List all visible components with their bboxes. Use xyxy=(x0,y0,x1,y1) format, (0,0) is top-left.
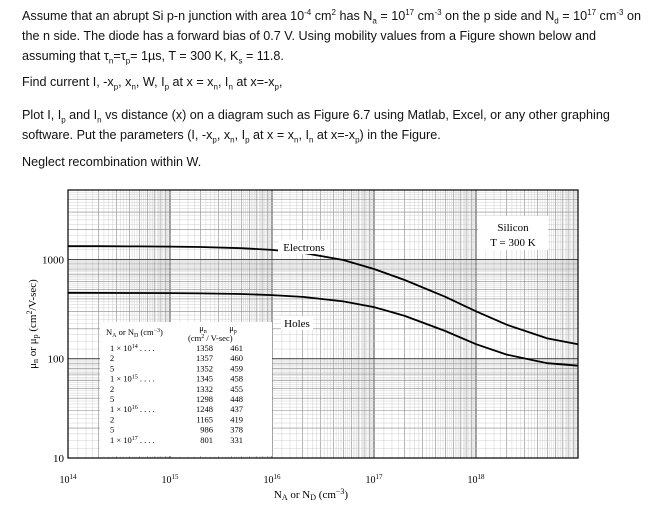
table-cell-concentration: 2 xyxy=(110,414,115,425)
x-tick-label: $10^{16}$ xyxy=(263,473,281,486)
table-cell-mu-p: 419 xyxy=(230,414,243,425)
table-cell-mu-n: 1248 xyxy=(196,404,213,415)
x-tick-labels xyxy=(60,473,486,486)
x-tick-label: $10^{17}$ xyxy=(365,473,383,486)
table-cell-mu-p: 448 xyxy=(230,394,243,404)
table-cell-mu-n: 986 xyxy=(200,424,213,435)
table-cell-concentration: 2 xyxy=(110,383,115,394)
x-tick-label: $10^{18}$ xyxy=(467,473,485,486)
table-cell-concentration: 5 xyxy=(110,424,115,435)
y-axis-label: μn or μp $(cm^2/V-\sec)$ xyxy=(25,279,40,369)
table-cell-mu-p: 461 xyxy=(230,343,243,353)
table-cell-concentration: 2 xyxy=(110,353,115,364)
table-header-units: $(cm^2 / V-\sec)$ xyxy=(188,333,233,343)
table-cell-mu-p: 460 xyxy=(230,353,243,364)
y-tick-label: 10 xyxy=(53,453,64,465)
table-cell-concentration: $1 \times 10^{17}$ . . . . xyxy=(110,434,155,445)
electrons-label: Electrons xyxy=(283,242,325,254)
table-cell-concentration: 5 xyxy=(110,394,115,404)
table-cell-mu-p: 458 xyxy=(230,373,243,384)
table-cell-mu-p: 331 xyxy=(230,434,243,445)
table-header-mu-p: $\mu_p$ xyxy=(229,323,237,335)
legend-material: Silicon xyxy=(497,222,529,234)
y-tick-labels xyxy=(42,254,65,465)
x-tick-label: $10^{14}$ xyxy=(59,473,77,486)
table-cell-concentration: 5 xyxy=(110,363,115,374)
problem-statement: Assume that an abrupt Si p-n junction with area $10^{-4}$ $cm^2$ has $N_a = 10^{17}$ $cm^{-3}$ on the p side and $N_d = 10^{17}$ $cm^{-3}$ on the n side. The diode has a forward bias of 0.7 V. Using mobility values from a Figure shown below and assuming that $\tau_n=\tau_p= 1\mu s$, T = 300 K, $K_s = 11.8$. xyxy=(22,7,641,66)
find-statement: Find current I, $-x_p$, $x_n$, W, $I_p$ at $x = x_n$, $I_n$ at $x=-x_p$, xyxy=(22,75,283,92)
table-header-mu-n: $\mu_n$ xyxy=(199,323,207,335)
table-cell-mu-n: 1165 xyxy=(196,414,213,425)
table-cell-mu-n: 1345 xyxy=(196,373,213,384)
plot-statement: Plot I, $I_p$ and $I_n$ vs distance (x) on a diagram such as Figure 6.7 using Matlab, Excel, or any other graphing software. Put the parameters (I, $-x_p$, $x_n$, $I_p$ at $x = x_n$, $I_n$ at $x=-x_p$) in the Figure. xyxy=(22,108,610,145)
table-cell-concentration: $1 \times 10^{16}$ . . . . xyxy=(110,404,155,415)
table-header-concentration: $N_A$ or $N_D$ $(cm^{-3})$ xyxy=(106,327,163,339)
table-cell-mu-p: 378 xyxy=(230,424,243,435)
y-tick-label: 100 xyxy=(47,353,64,366)
table-cell-concentration: $1 \times 10^{14}$ . . . . xyxy=(110,343,155,353)
table-cell-mu-n: 1357 xyxy=(196,353,213,364)
table-cell-mu-n: 1352 xyxy=(196,363,213,374)
y-tick-label: 1000 xyxy=(42,254,64,267)
table-cell-mu-n: 1298 xyxy=(196,394,213,404)
neglect-statement: Neglect recombination within W. xyxy=(22,155,202,169)
x-axis-label: NA or ND $(cm^{-3})$ xyxy=(273,487,349,502)
table-cell-mu-p: 459 xyxy=(230,363,243,374)
x-tick-label: $10^{15}$ xyxy=(161,473,179,486)
holes-label: Holes xyxy=(284,318,310,330)
table-cell-concentration: $1 \times 10^{15}$ . . . . xyxy=(110,373,155,384)
table-cell-mu-n: 1358 xyxy=(196,343,213,353)
legend-temperature: T = 300 K xyxy=(490,237,536,249)
table-cell-mu-p: 455 xyxy=(230,383,243,394)
table-cell-mu-n: 1332 xyxy=(196,383,213,394)
table-cell-mu-p: 437 xyxy=(230,404,243,415)
table-cell-mu-n: 801 xyxy=(200,434,213,445)
